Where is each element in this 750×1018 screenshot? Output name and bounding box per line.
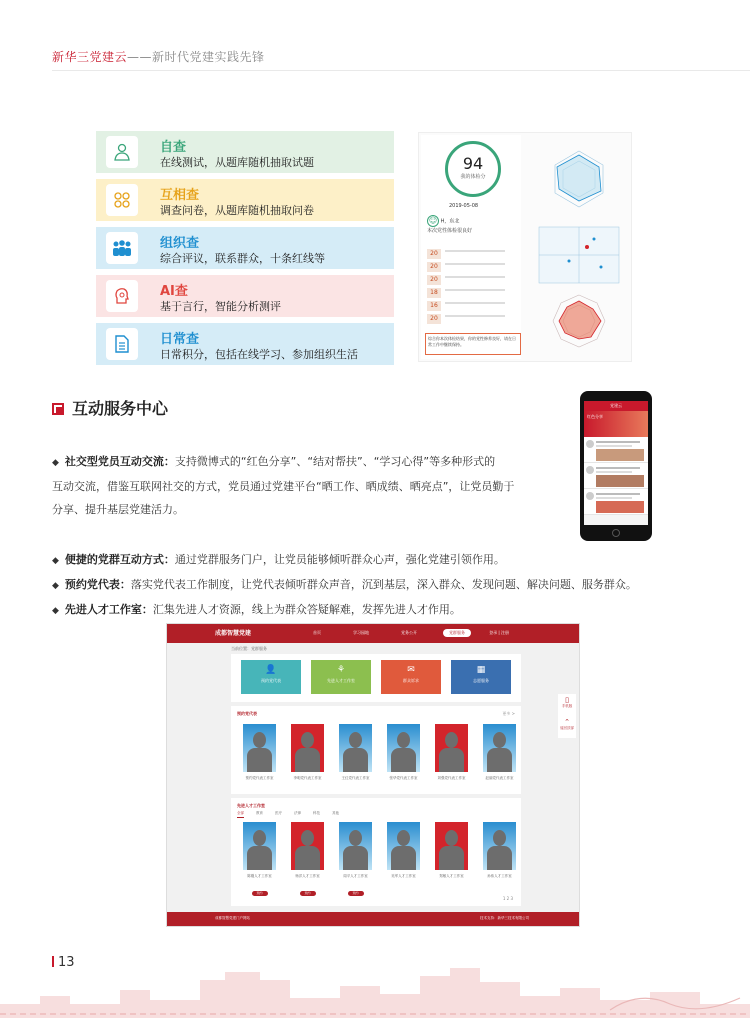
- check-name: AI查: [160, 284, 188, 299]
- mobile-button[interactable]: ▯ 手机版: [558, 694, 576, 716]
- paragraph-social: [52, 450, 562, 521]
- footer-right: 技术支持：新华三技术有限公司: [480, 916, 529, 920]
- feed-item: [584, 437, 648, 463]
- check-card-org: [96, 227, 394, 269]
- diamond-bullet-icon: ◆: [52, 458, 59, 468]
- block-title: 先进人才工作室: [237, 803, 265, 808]
- sub-tabs: [237, 811, 339, 818]
- check-card-ai: [96, 275, 394, 317]
- score-label: 我的体检分: [460, 174, 486, 180]
- phone-screen: [584, 401, 648, 525]
- user-name: H，东北: [440, 218, 460, 225]
- score-date: 2019-05-08: [449, 203, 479, 209]
- para-text: 互动交流，借鉴互联网社交的方式，党员通过党建平台“晒工作、晒成绩、晒亮点”，让党员勤于: [52, 480, 515, 493]
- person-add-icon: 👤: [265, 665, 277, 675]
- page-title: [52, 48, 265, 65]
- page-header: [0, 44, 750, 72]
- section-title: 互动服务中心: [52, 396, 168, 419]
- person-card[interactable]: 预约党代表工作室: [243, 724, 276, 781]
- tile-volunteer[interactable]: ▦ 志愿服务: [451, 660, 511, 694]
- check-list: [96, 131, 394, 371]
- sub-tab[interactable]: 其他: [332, 811, 339, 815]
- nav-item-active[interactable]: 党群服务: [443, 629, 471, 637]
- service-tiles: [231, 654, 521, 702]
- back-to-top-button[interactable]: ⌃ 返回顶部: [560, 718, 574, 730]
- score-panel: [421, 135, 521, 359]
- portal-nav: [307, 629, 471, 637]
- reserve-button[interactable]: 预约: [252, 891, 268, 896]
- people-row: [243, 822, 516, 898]
- mobile-icon: ▯: [565, 696, 569, 704]
- check-name: 自查: [160, 140, 187, 155]
- bullet-list: [52, 548, 712, 623]
- person-card[interactable]: 王红党代表工作室: [339, 724, 372, 781]
- list-item: ◆ 先进人才工作室：汇集先进人才资源，线上为群众答疑解难，发挥先进人才作用。: [52, 603, 461, 616]
- nav-item[interactable]: 党务公开: [401, 630, 417, 635]
- summary-box: 综合你本次体检结果，你的党性修养良好，请在日常工作中继续保持。: [425, 333, 521, 355]
- check-name: 组织查: [160, 236, 200, 251]
- feed-item: [584, 463, 648, 489]
- portal-screenshot: [166, 623, 580, 927]
- pager[interactable]: 1 2 3: [502, 896, 513, 901]
- phone-title-bar: 党建云: [584, 401, 648, 411]
- list-item: ◆ 便捷的党群互动方式：通过党群服务门户，让党员能够倾听群众心声，强化党建引领作用。: [52, 553, 505, 566]
- sub-tab[interactable]: 科技: [313, 811, 320, 815]
- check-desc: 调查问卷，从题库随机抽取问卷: [160, 204, 314, 217]
- score-tags: [427, 240, 519, 322]
- smile-icon: ☺: [428, 216, 438, 225]
- check-desc: 日常积分，包括在线学习、参加组织生活: [160, 348, 358, 361]
- block-reserve: [231, 706, 521, 794]
- para-text: 分享、提升基层党建活力。: [52, 503, 184, 516]
- side-buttons: [558, 694, 576, 738]
- person-card[interactable]: 吴军人才工作室: [387, 822, 420, 898]
- person-card[interactable]: 张华党代表工作室: [387, 724, 420, 781]
- phone-banner: 红色分享: [584, 411, 648, 437]
- page-number: 13: [52, 955, 75, 970]
- tile-appeal[interactable]: ✉ 群众诉求: [381, 660, 441, 694]
- person-card[interactable]: 郑敏人才工作室: [435, 822, 468, 898]
- check-card-mutual: [96, 179, 394, 221]
- decorative-skyline: [0, 960, 750, 1018]
- sub-tab[interactable]: 法律: [294, 811, 301, 815]
- person-card[interactable]: 赵丽党代表工作室: [483, 724, 516, 781]
- person-icon: [106, 136, 138, 168]
- breadcrumb: 当前位置：党群服务: [231, 646, 267, 651]
- feedback: [427, 215, 519, 234]
- people-row: [243, 724, 516, 781]
- feedback-text: 本次党性体检很良好: [427, 228, 473, 234]
- reserve-button[interactable]: 预约: [300, 891, 316, 896]
- megaphone-icon: ✉: [407, 665, 415, 675]
- score-tag: 20: [427, 262, 441, 272]
- block-title: 预约党代表: [237, 711, 257, 716]
- score-value: 94: [462, 154, 484, 173]
- person-card[interactable]: 周平人才工作室 预约: [339, 822, 372, 898]
- diamond-bullet-icon: ◆: [52, 581, 59, 591]
- arrow-up-icon: ⌃: [564, 718, 570, 726]
- nav-item[interactable]: 学习园地: [353, 630, 369, 635]
- org-icon: ⚘: [336, 665, 346, 675]
- feed-item: [584, 489, 648, 515]
- diamond-bullet-icon: ◆: [52, 606, 59, 616]
- para-bold: 社交型党员互动交流：: [64, 455, 175, 468]
- more-link[interactable]: 更多 >: [502, 711, 515, 716]
- score-tag: 20: [427, 249, 441, 259]
- radar-charts: [527, 135, 629, 359]
- document-icon: [106, 328, 138, 360]
- score-tag: 18: [427, 288, 441, 298]
- tile-talent[interactable]: ⚘ 先进人才工作室: [311, 660, 371, 694]
- tile-reserve[interactable]: 👤 预约党代表: [241, 660, 301, 694]
- calendar-icon: ▦: [476, 665, 486, 675]
- score-gauge: [445, 141, 501, 197]
- list-item: ◆ 预约党代表：落实党代表工作制度，让党代表倾听群众声音，沉到基层，深入群众、发现问题、解决问题、服务群众。: [52, 578, 637, 591]
- check-card-self: [96, 131, 394, 173]
- analysis-charts: [527, 135, 629, 359]
- sub-tab[interactable]: 教育: [256, 811, 263, 815]
- check-desc: 综合评议，联系群众，十条红线等: [160, 252, 325, 265]
- score-tag: 16: [427, 301, 441, 311]
- sub-tab[interactable]: 医疗: [275, 811, 282, 815]
- portal-footer: [167, 912, 579, 926]
- footer-left: 成都智慧党建门户网站: [215, 916, 250, 920]
- person-card[interactable]: 孙伟人才工作室: [483, 822, 516, 898]
- person-card[interactable]: 李明党代表工作室: [291, 724, 324, 781]
- check-name: 互相查: [160, 188, 200, 203]
- people-icon: [106, 184, 138, 216]
- header-divider: [52, 70, 750, 71]
- diamond-bullet-icon: ◆: [52, 556, 59, 566]
- check-desc: 在线测试，从题库随机抽取试题: [160, 156, 314, 169]
- section-mark-icon: [52, 403, 64, 415]
- checkup-report-image: [418, 132, 632, 362]
- person-card[interactable]: 刘强党代表工作室: [435, 724, 468, 781]
- home-button-icon: [612, 529, 620, 537]
- login-link[interactable]: 登录 | 注册: [489, 630, 509, 635]
- ai-head-icon: [106, 280, 138, 312]
- person-card[interactable]: 陈刚人才工作室 预约: [243, 822, 276, 898]
- nav-item[interactable]: 首页: [313, 630, 321, 635]
- check-desc: 基于言行，智能分析测评: [160, 300, 281, 313]
- page-subtitle: ——新时代党建实践先锋: [127, 50, 265, 64]
- score-tag: 20: [427, 314, 441, 324]
- brand-name: 新华三党建云: [52, 50, 128, 64]
- portal-logo: 成都智慧党建: [215, 630, 252, 637]
- para-text: 支持微博式的“红色分享”、“结对帮扶”、“学习心得”等多种形式的: [174, 455, 496, 468]
- group-icon: [106, 232, 138, 264]
- reserve-button[interactable]: 预约: [348, 891, 364, 896]
- score-tag: 20: [427, 275, 441, 285]
- portal-topbar: [167, 624, 579, 643]
- sub-tab[interactable]: 全部: [237, 811, 244, 818]
- check-name: 日常查: [160, 332, 200, 347]
- phone-mockup: [580, 391, 652, 541]
- person-card[interactable]: 杨洋人才工作室 预约: [291, 822, 324, 898]
- block-talent: [231, 798, 521, 906]
- check-card-daily: [96, 323, 394, 365]
